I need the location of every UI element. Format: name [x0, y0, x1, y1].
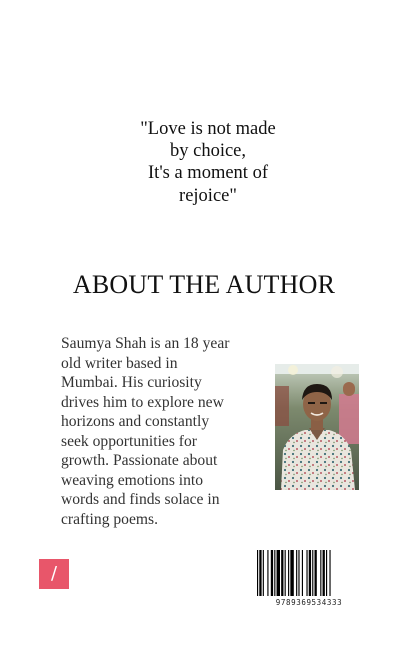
barcode-bar — [302, 550, 303, 596]
barcode-bar — [326, 550, 327, 596]
barcode-bar — [296, 550, 297, 596]
barcode-bar — [263, 550, 264, 596]
bio-line: old writer based in — [61, 354, 178, 372]
bio-line: drives him to explore new — [61, 393, 224, 411]
back-cover-quote — [108, 118, 308, 207]
barcode-bar — [306, 550, 307, 596]
barcode-bar — [315, 550, 317, 596]
barcode-bar — [309, 550, 311, 596]
barcode-bar — [298, 550, 299, 596]
barcode-bar — [277, 550, 280, 596]
barcode-bar — [329, 550, 330, 596]
barcode-bar — [274, 550, 275, 596]
quote-line: It's a moment of — [148, 163, 268, 184]
bio-line: growth. Passionate about — [61, 452, 218, 469]
barcode-bar — [271, 550, 273, 596]
author-bio — [61, 334, 261, 529]
publisher-logo — [39, 559, 69, 589]
quote-line: by choice, — [169, 141, 247, 162]
author-photo — [275, 364, 359, 490]
bio-line: weaving emotions into — [61, 471, 204, 489]
barcode-bar — [290, 550, 293, 596]
bio-line: words and finds solace in — [61, 491, 220, 508]
quote-line: "Love is not made — [140, 119, 276, 139]
bio-line: Saumya Shah is an 18 year — [61, 335, 230, 352]
publisher-slash-icon: / — [50, 563, 58, 584]
barcode-bar — [281, 550, 283, 596]
barcode-bar — [288, 550, 289, 596]
barcode-bar — [267, 550, 268, 596]
bio-line: seek opportunities for — [61, 432, 197, 450]
author-portrait-image — [275, 364, 359, 490]
barcode-bar — [285, 550, 286, 596]
barcode-bar — [320, 550, 321, 596]
bio-line: crafting poems. — [61, 510, 158, 528]
bio-line: horizons and constantly — [61, 413, 210, 430]
barcode-bar — [257, 550, 258, 596]
isbn-barcode — [255, 550, 363, 596]
barcode-bar — [259, 550, 261, 596]
bio-line: Mumbai. His curiosity — [61, 374, 202, 391]
barcode-bar — [312, 550, 313, 596]
isbn-number: 9789369534333 — [275, 598, 343, 607]
about-author-heading: ABOUT THE AUTHOR — [72, 270, 336, 299]
barcode-bar — [323, 550, 325, 596]
quote-line: rejoice" — [179, 185, 237, 206]
